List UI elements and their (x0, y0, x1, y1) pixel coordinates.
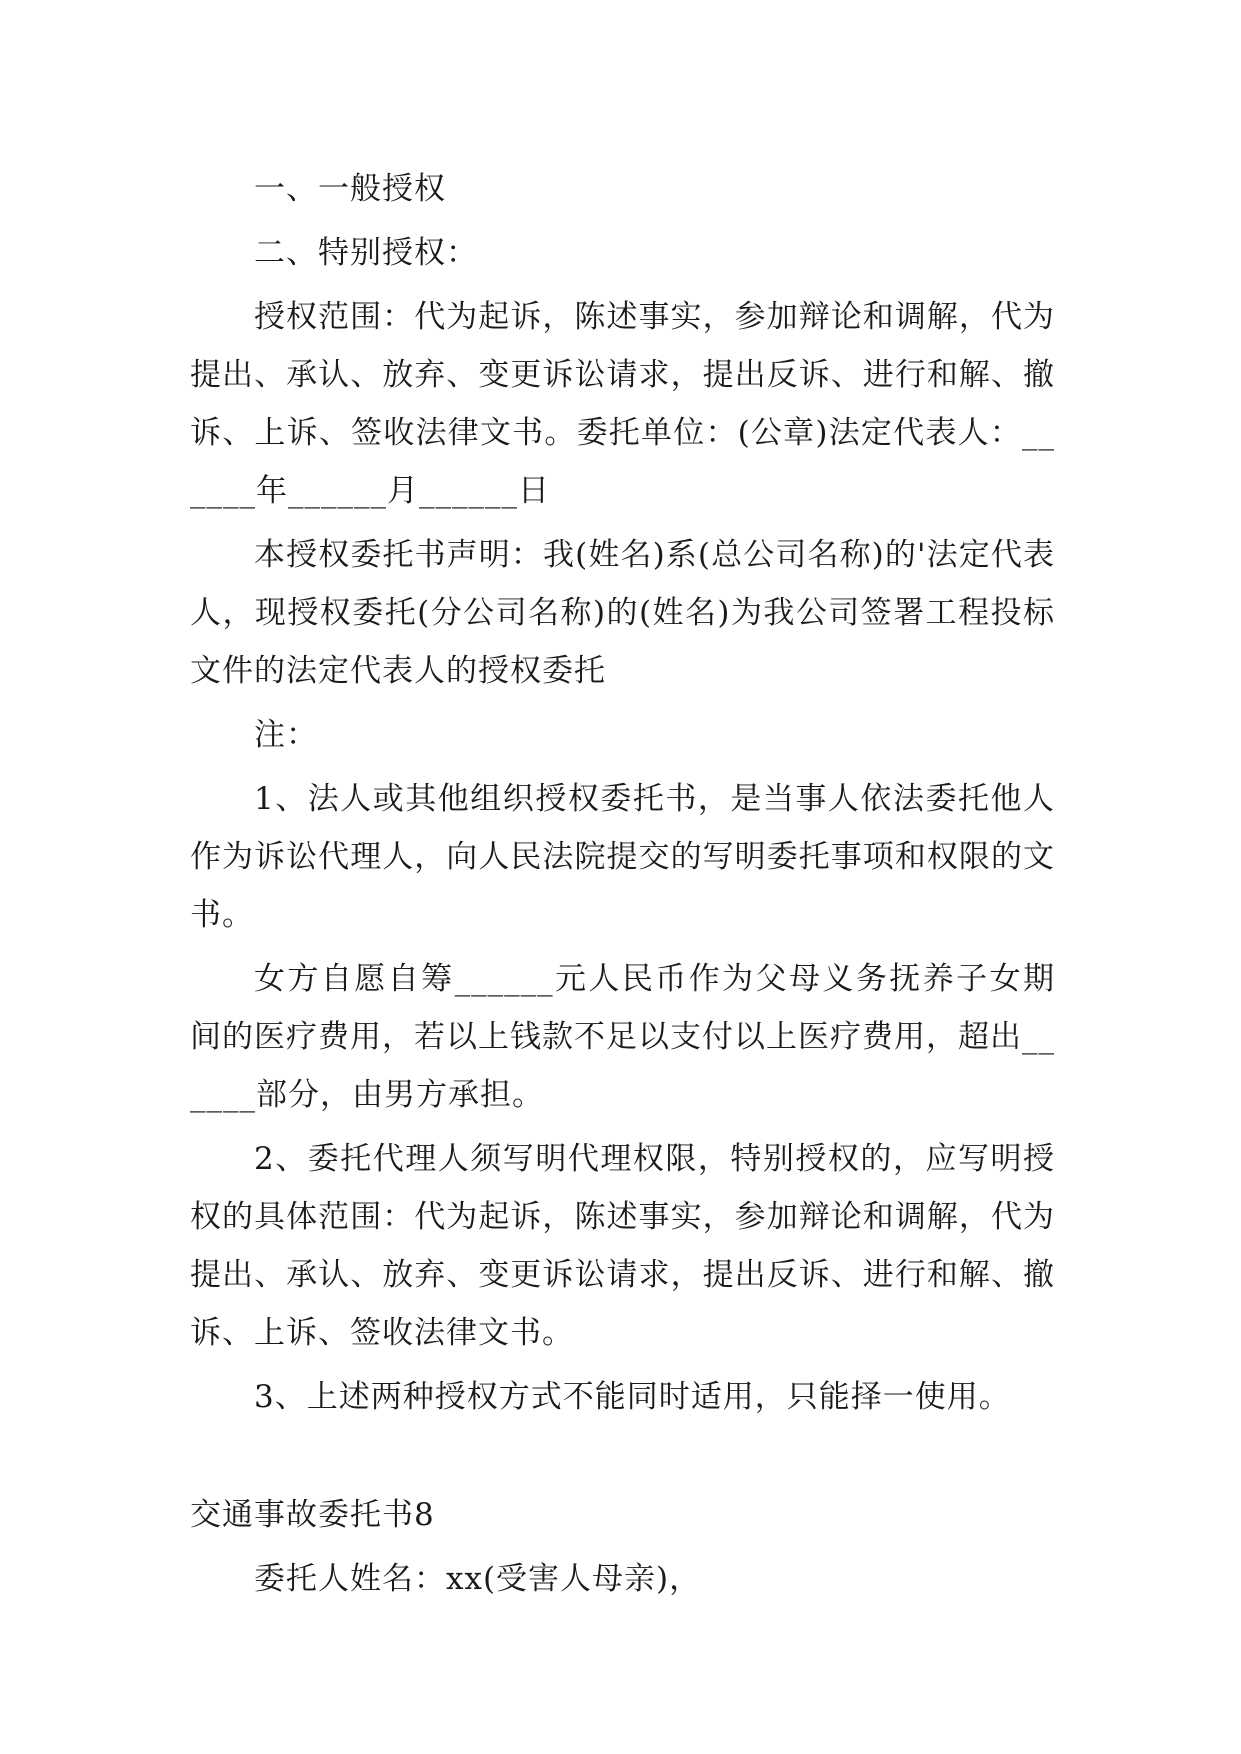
paragraph-general-authorization: 一、一般授权 (254, 171, 446, 207)
paragraph-client-name: 委托人姓名：xx(受害人母亲)， (254, 1561, 702, 1597)
paragraph-note-3: 3、上述两种授权方式不能同时适用，只能择一使用。 (254, 1379, 1011, 1415)
paragraph-note-label: 注： (254, 717, 318, 753)
paragraph-note-2: 2、委托代理人须写明代理权限，特别授权的，应写明授权的具体范围：代为起诉，陈述事实，参加辩论和调解，代为提出、承认、放弃、变更诉讼请求，提出反诉、进行和解、撤诉、上诉、签收法律文书。 (190, 1141, 1055, 1351)
paragraph-note-1: 1、法人或其他组织授权委托书，是当事人依法委托他人作为诉讼代理人，向人民法院提交的写明委托事项和权限的文书。 (190, 781, 1055, 933)
paragraph-authorization-scope: 授权范围：代为起诉，陈述事实，参加辩论和调解，代为提出、承认、放弃、变更诉讼请求，提出反诉、进行和解、撤诉、上诉、签收法律文书。委托单位：(公章)法定代表人：______年______月______日 (190, 299, 1055, 509)
section-title: 交通事故委托书8 (190, 1497, 435, 1533)
document-page (190, 160, 1055, 1608)
paragraph-declaration: 本授权委托书声明：我(姓名)系(总公司名称)的'法定代表人，现授权委托(分公司名称)的(姓名)为我公司签署工程投标文件的法定代表人的授权委托 (190, 537, 1055, 689)
paragraph-special-authorization: 二、特别授权： (254, 235, 478, 271)
paragraph-medical-expenses: 女方自愿自筹______元人民币作为父母义务抚养子女期间的医疗费用，若以上钱款不足以支付以上医疗费用，超出______部分，由男方承担。 (190, 961, 1055, 1113)
